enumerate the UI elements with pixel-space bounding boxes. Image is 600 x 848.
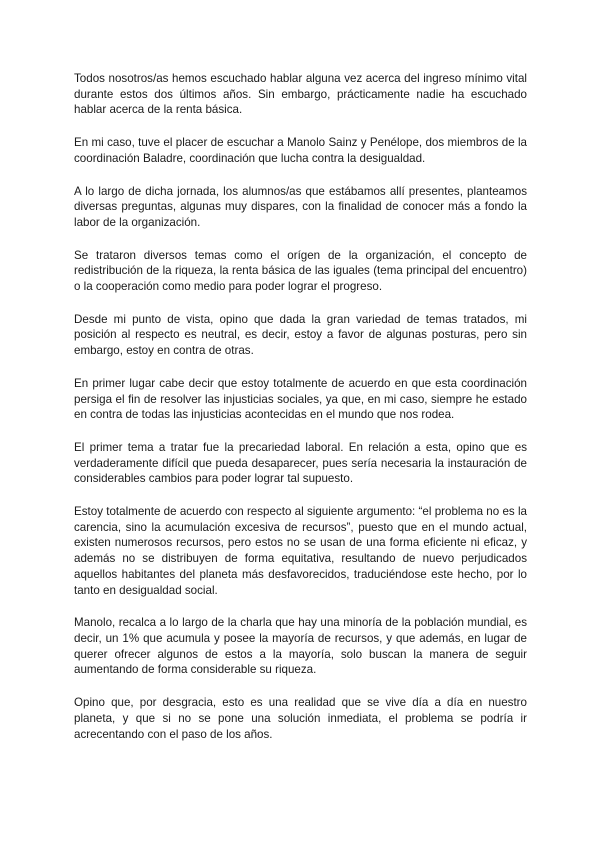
document-body [74, 71, 527, 759]
paragraph-precarity: El primer tema a tratar fue la precariedad laboral. En relación a esta, opino que es verdaderamente difícil que pueda desaparecer, pues sería necesaria la instauración de considerables cambios para poder lograr tal supuesto. [74, 440, 527, 486]
paragraph-speakers: En mi caso, tuve el placer de escuchar a Manolo Sainz y Penélope, dos miembros de la coordinación Baladre, coordinación que lucha contra la desigualdad. [74, 136, 527, 165]
paragraph-conclusion: Opino que, por desgracia, esto es una realidad que se vive día a día en nuestro planeta, y que si no se pone una solución inmediata, el problema se podría ir acrecentando con el paso de los años. [74, 696, 527, 741]
paragraph-intro: Todos nosotros/as hemos escuchado hablar alguna vez acerca del ingreso mínimo vital durante estos dos últimos años. Sin embargo, prácticamente nadie ha escuchado hablar acerca de la renta básica. [74, 72, 527, 117]
paragraph-opinion: Desde mi punto de vista, opino que dada la gran variedad de temas tratados, mi posición al respecto es neutral, es decir, estoy a favor de algunas posturas, pero sin embargo, estoy en contra de otras. [74, 312, 527, 358]
paragraph-agreement: En primer lugar cabe decir que estoy totalmente de acuerdo en que esta coordinación persiga el fin de resolver las injusticias sociales, ya que, en mi caso, siempre he estado en contra de todas las injusticias acontecidas en el mundo que nos rodea. [74, 376, 527, 422]
paragraph-minority: Manolo, recalca a lo largo de la charla que hay una minoría de la población mundial, es decir, un 1% que acumula y posee la mayoría de recursos, y que además, en lugar de querer ofrecer algunos de estos a la mayoría, solo buscan la manera de seguir aumentando de forma considerable su riqueza. [74, 616, 527, 677]
paragraph-questions: A lo largo de dicha jornada, los alumnos/as que estábamos allí presentes, planteamos diversas preguntas, algunas muy dispares, con la finalidad de conocer más a fondo la labor de la organización. [74, 184, 527, 229]
paragraph-topics: Se trataron diversos temas como el orígen de la organización, el concepto de redistribución de la riqueza, la renta básica de las iguales (tema principal del encuentro) o la cooperación como medio para poder lograr el progreso. [74, 248, 527, 294]
paragraph-resources: Estoy totalmente de acuerdo con respecto al siguiente argumento: “el problema no es la carencia, sino la acumulación excesiva de recursos”, puesto que en el mundo actual, existen numerosos recursos, pero estos no se usan de una forma eficiente ni eficaz, y además no se distribuyen de forma equitativa, resultando de nuevo perjudicados aquellos habitantes del planeta más desfavorecidos, traduciéndose este hecho, por lo tanto en desigualdad social. [74, 505, 527, 597]
